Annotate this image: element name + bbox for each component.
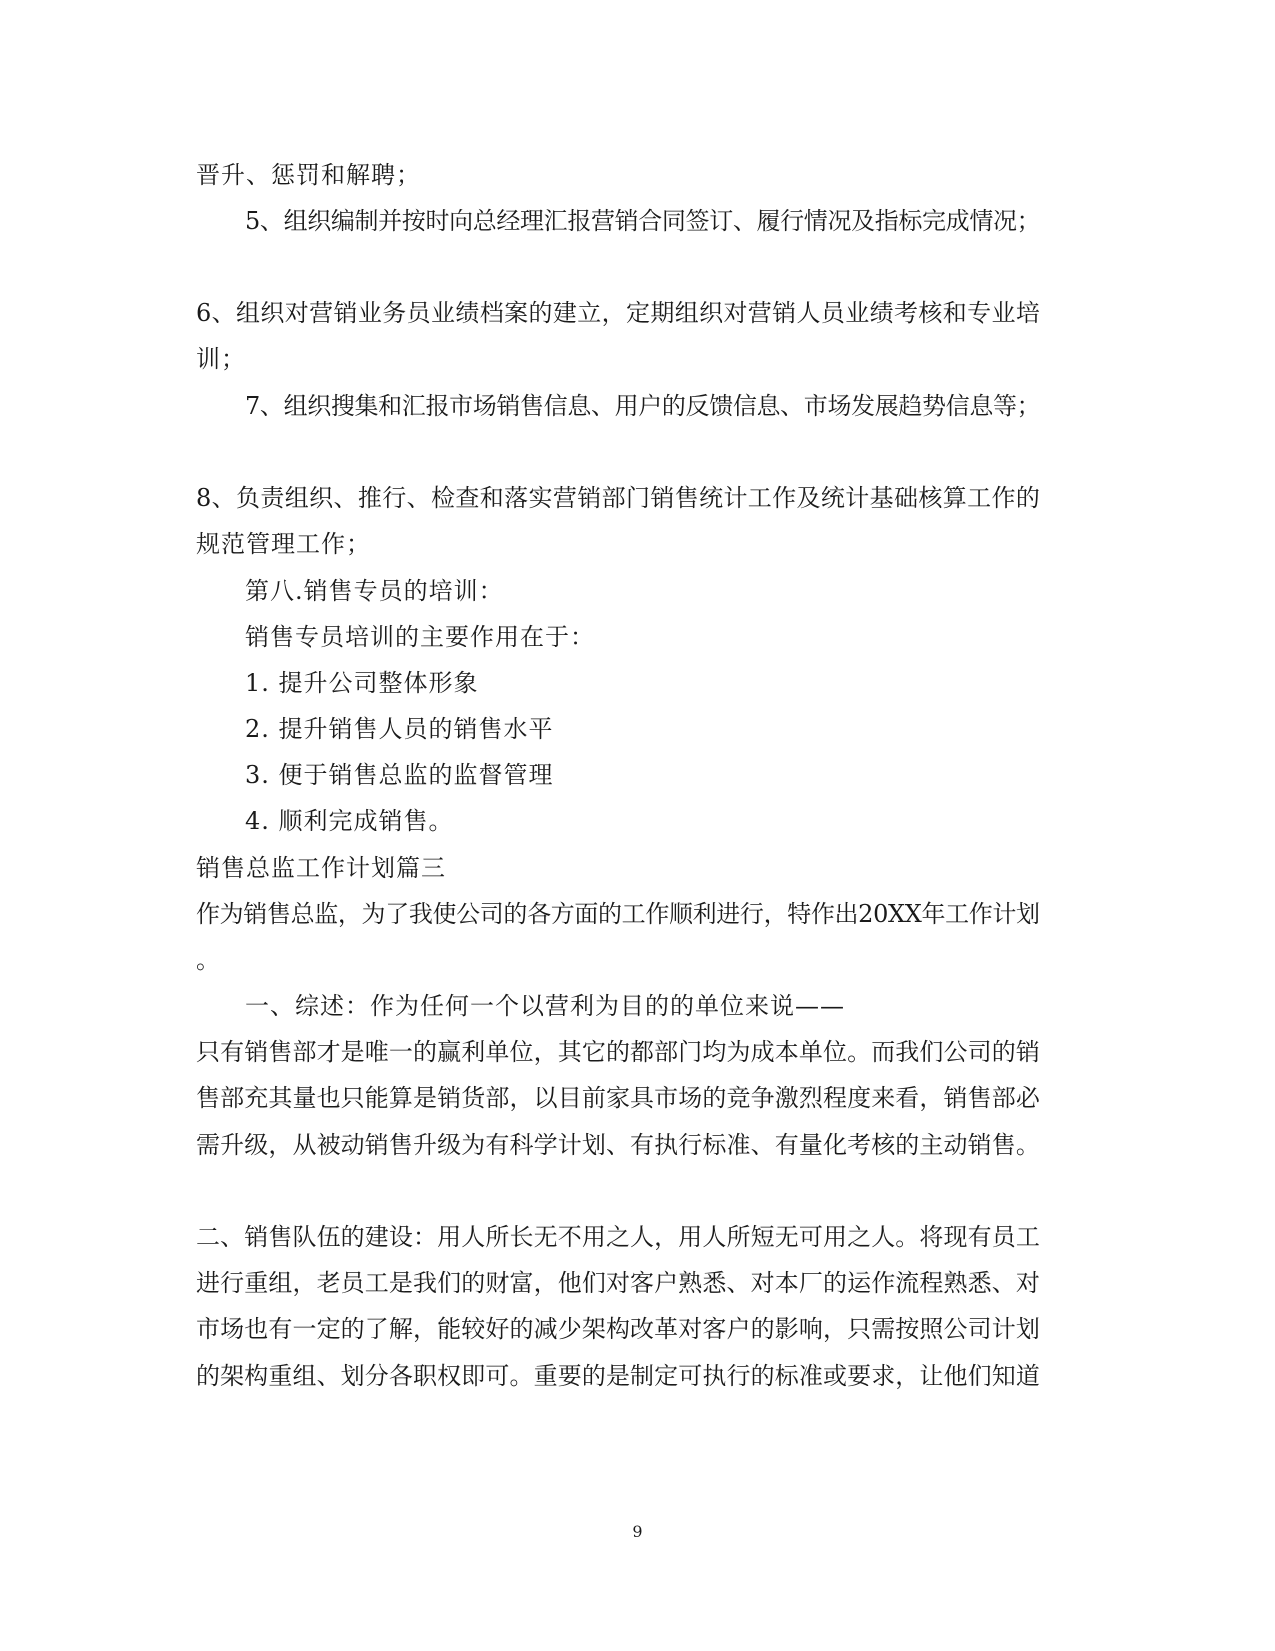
text-line-22: 进行重组，老员工是我们的财富，他们对客户熟悉、对本厂的运作流程熟悉、对 [196,1269,1040,1297]
text-line-2: 5、组织编制并按时向总经理汇报营销合同签订、履行情况及指标完成情况； [245,207,1041,235]
list-item-2: 2. 提升销售人员的销售水平 [245,715,554,743]
text-line-15: 作为销售总监，为了我使公司的各方面的工作顺利进行，特作出20XX年工作计划 [196,900,1040,928]
article-title: 销售总监工作计划篇三 [196,854,446,882]
text-line-16: 。 [196,946,221,974]
list-item-1: 1. 提升公司整体形象 [245,669,479,697]
text-line-6: 8、负责组织、推行、检查和落实营销部门销售统计工作及统计基础核算工作的 [196,484,1041,512]
text-line-17: 一、综述：作为任何一个以营利为目的的单位来说—— [245,992,845,1020]
text-line-18: 只有销售部才是唯一的赢利单位，其它的都部门均为成本单位。而我们公司的销 [196,1038,1040,1066]
section-heading: 第八.销售专员的培训： [245,577,504,605]
text-line-4: 训； [196,345,246,373]
list-item-3: 3. 便于销售总监的监督管理 [245,761,554,789]
text-line-9: 销售专员培训的主要作用在于： [245,623,595,651]
page-number: 9 [632,1522,643,1541]
text-line-19: 售部充其量也只能算是销货部，以目前家具市场的竞争激烈程度来看，销售部必 [196,1084,1040,1112]
text-line-7: 规范管理工作； [196,530,371,558]
text-line-1: 晋升、惩罚和解聘； [196,161,421,189]
text-line-21: 二、销售队伍的建设：用人所长无不用之人，用人所短无可用之人。将现有员工 [196,1223,1040,1251]
text-line-3: 6、组织对营销业务员业绩档案的建立，定期组织对营销人员业绩考核和专业培 [196,299,1041,327]
text-line-23: 市场也有一定的了解，能较好的减少架构改革对客户的影响，只需按照公司计划 [196,1315,1040,1343]
list-item-4: 4. 顺利完成销售。 [245,807,454,835]
text-line-20: 需升级，从被动销售升级为有科学计划、有执行标准、有量化考核的主动销售。 [196,1131,1040,1159]
text-line-5: 7、组织搜集和汇报市场销售信息、用户的反馈信息、市场发展趋势信息等； [245,392,1041,420]
text-line-24: 的架构重组、划分各职权即可。重要的是制定可执行的标准或要求，让他们知道 [196,1362,1040,1390]
